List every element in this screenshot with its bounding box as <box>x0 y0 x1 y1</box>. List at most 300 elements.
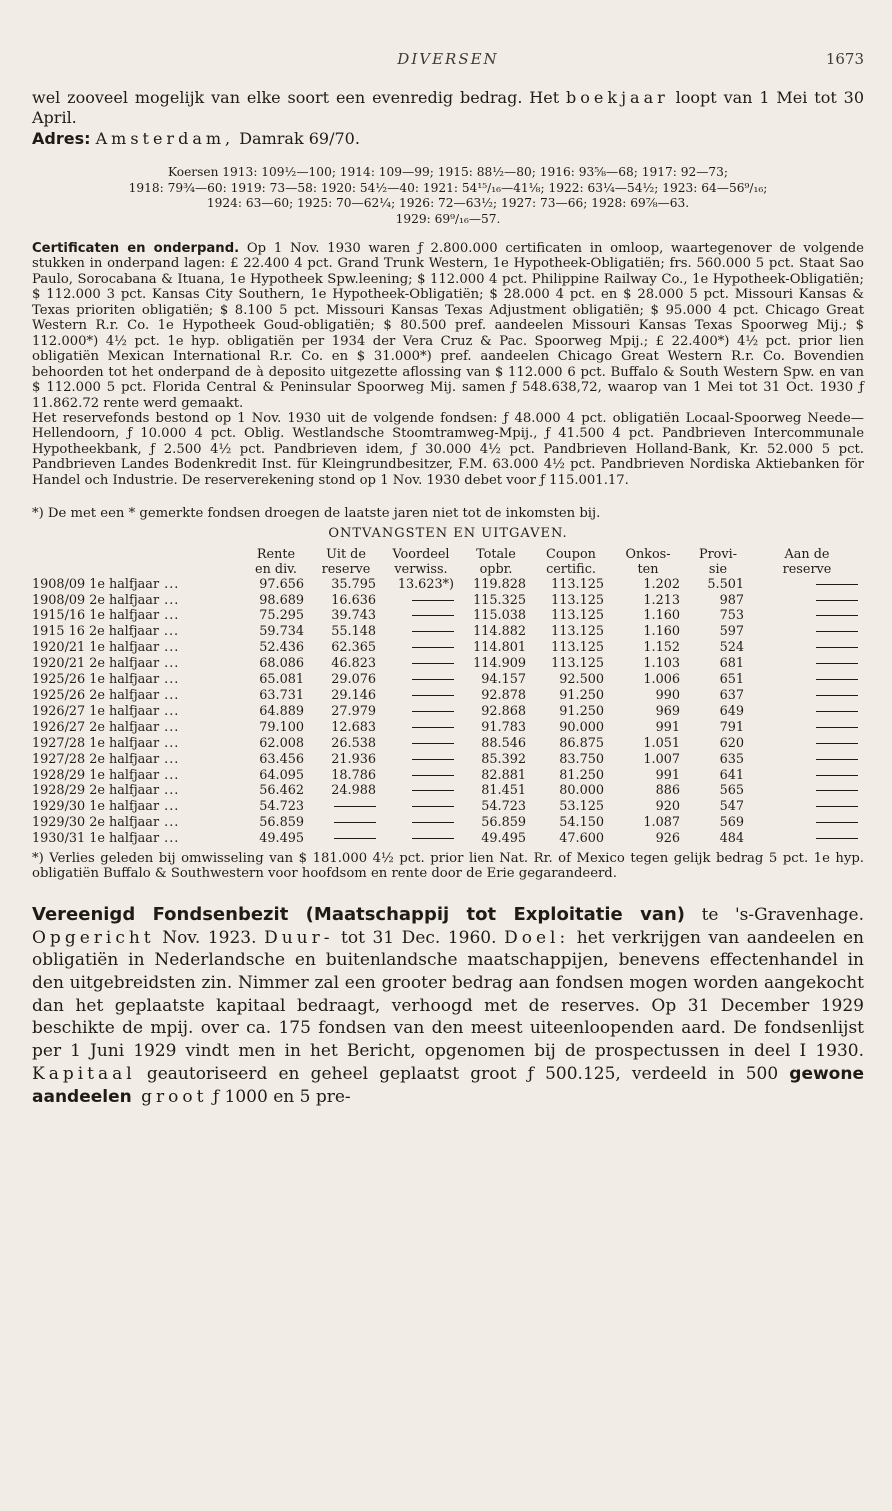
dash-mark <box>816 600 858 601</box>
empty-cell <box>750 783 864 799</box>
page-number: 1673 <box>825 50 864 68</box>
value-cell: 484 <box>719 831 744 847</box>
value-cell: 547 <box>719 799 744 815</box>
value-cell: 991 <box>655 767 680 783</box>
period-cell <box>32 624 242 640</box>
dash-mark <box>816 584 858 585</box>
column-subheader: ten <box>637 561 659 577</box>
leader-dots: ... <box>159 783 180 799</box>
value-cell: 35.795 <box>331 576 376 592</box>
table-row <box>32 640 864 656</box>
empty-cell <box>750 672 864 688</box>
period-label: 1925/26 1e halfjaar <box>32 672 160 688</box>
value-cell: 651 <box>719 672 744 688</box>
dash-mark <box>816 790 858 791</box>
empty-cell <box>310 799 382 815</box>
empty-cell <box>382 608 460 624</box>
leader-dots: ... <box>159 688 180 703</box>
period-label: 1927/28 1e halfjaar <box>32 735 160 751</box>
value-cell: 114.909 <box>473 656 526 672</box>
empty-cell <box>750 640 864 656</box>
value-cell: 1.152 <box>643 640 680 656</box>
value-cell: 91.250 <box>559 703 604 719</box>
intro-text-1: wel zooveel mogelijk van elke soort een evenredig bedrag. Het <box>32 88 560 107</box>
dash-mark <box>816 631 858 632</box>
price-history <box>32 165 864 227</box>
page-header <box>32 0 864 88</box>
dash-mark <box>412 695 454 696</box>
value-cell: 75.295 <box>259 608 304 624</box>
column-header <box>32 547 242 562</box>
period-cell <box>32 688 242 704</box>
value-cell: 83.750 <box>559 751 604 767</box>
value-cell: 16.636 <box>331 592 376 608</box>
empty-cell <box>382 720 460 736</box>
value-cell: 29.146 <box>331 688 376 703</box>
empty-cell <box>750 608 864 624</box>
dash-mark <box>816 647 858 648</box>
dash-mark <box>816 727 858 728</box>
dash-mark <box>412 822 454 823</box>
dash-mark <box>334 806 376 807</box>
certificates-text: Op 1 Nov. 1930 waren ƒ 2.800.000 certificaten in omloop, waartegenover de volgende stukken in onderpand lagen: £ 22.400 4 pct. Grand Trunk Western, 1e Hypotheek-Obligatiën; frs. 560.000 5 pct. Staat Sao Paulo, Sorocabana & Ituana, 1e Hypotheek Spw.leening; $ 112.000 4 pct. Philippine Railway Co., 1e Hypotheek-Obligatiën; $ 112.000 3 pct. Kansas City Southern, 1e Hypotheek-Obligatiën; $ 28.000 4 pct. en $ 28.000 5 pct. Missouri Kansas & Texas prioriten obligatiën; $ 8.100 5 pct. Missouri Kansas Texas Adjustment obligatiën; $ 95.000 4 pct. Chicago Great Western R.r. Co. 1e Hypotheek Goud-obligatiën; $ 80.500 pref. aandeelen Missouri Kansas Texas Spoorweg Mij.; $ 112.000*) 4½ pct. 1e hyp. obligatiën per 1934 der Vera Cruz & Pac. Spoorweg Mpij.; £ 22.400*) 4½ pct. prior lien obligatiën Mexican International R.r. Co. en $ 31.000*) pref. aandeelen Chicago Great Western R.r. Co. Bovendien behoorden tot het onderpand de à deposito uitgezette aflossing van $ 112.000 6 pct. Buffalo & South Western Spw. en van $ 112.000 5 pct. Florida Central & Peninsular Spoorweg Mij. samen ƒ 548.638,72, waarop van 1 Mei tot 31 Oct. 1930 ƒ 11.862.72 rente werd gemaakt. <box>32 241 864 411</box>
dash-mark <box>412 711 454 712</box>
doel-term: Doel: <box>504 927 570 948</box>
period-label: 1926/27 2e halfjaar <box>32 719 160 735</box>
value-cell: 62.008 <box>259 735 304 751</box>
empty-cell <box>382 656 460 672</box>
value-cell: 81.451 <box>481 783 526 799</box>
period-label: 1929/30 2e halfjaar <box>32 815 160 831</box>
empty-cell <box>382 799 460 815</box>
intro-text-2: loopt van 1 Mei tot 30 April. <box>32 88 865 127</box>
value-cell: 81.250 <box>559 767 604 783</box>
value-cell: 63.731 <box>259 688 304 703</box>
value-cell: 569 <box>719 815 744 831</box>
column-header: Uit de <box>326 546 366 562</box>
column-header: Aan de <box>784 546 830 562</box>
period-cell <box>32 815 242 831</box>
value-cell: 55.148 <box>331 624 376 640</box>
value-cell: 54.150 <box>559 815 604 831</box>
dash-mark <box>412 615 454 616</box>
certificates-heading: Certificaten en onderpand. <box>32 241 240 256</box>
period-cell <box>32 656 242 672</box>
column-subheader: en div. <box>255 561 297 577</box>
kapitaal-term: Kapitaal <box>32 1063 136 1084</box>
value-cell: 991 <box>655 719 680 735</box>
dash-mark <box>412 663 454 664</box>
value-cell: 79.100 <box>259 719 304 735</box>
value-cell: 1.202 <box>643 576 680 592</box>
price-line-1: Koersen 1913: 109½—100; 1914: 109—99; 1915: 88½—80; 1916: 93⅝—68; 1917: 92—73; <box>167 165 729 179</box>
value-cell: 920 <box>655 799 680 815</box>
value-cell: 27.979 <box>331 703 376 719</box>
value-cell: 119.828 <box>473 576 526 592</box>
value-cell: 86.875 <box>559 735 604 751</box>
leader-dots: ... <box>158 624 180 640</box>
groot-term: groot <box>131 1086 208 1107</box>
price-line-4: 1929: 69⁹/₁₆—57. <box>395 211 501 226</box>
leader-dots: ... <box>159 592 180 608</box>
value-cell: 113.125 <box>551 608 604 624</box>
table-row <box>32 831 864 847</box>
period-cell <box>32 799 242 815</box>
company-name: Vereenigd Fondsenbezit (Maatschappij tot Exploitatie van) <box>32 903 686 925</box>
value-cell: 80.000 <box>559 783 604 799</box>
table-row <box>32 688 864 704</box>
period-label: 1920/21 2e halfjaar <box>32 656 160 672</box>
period-cell <box>32 831 242 847</box>
period-label: 1915 16 2e halfjaar <box>32 624 159 640</box>
period-label: 1928/29 2e halfjaar <box>32 783 160 799</box>
value-cell: 1.160 <box>643 624 680 640</box>
period-label: 1908/09 1e halfjaar <box>32 576 160 592</box>
value-cell: 56.859 <box>481 815 526 831</box>
value-cell: 24.988 <box>331 783 376 799</box>
leader-dots: ... <box>159 719 180 735</box>
period-cell <box>32 704 242 720</box>
address-street: Damrak 69/70. <box>239 129 360 148</box>
value-cell: 46.823 <box>331 656 376 672</box>
empty-cell <box>750 815 864 831</box>
empty-cell <box>382 783 460 799</box>
period-label: 1930/31 1e halfjaar <box>32 831 160 847</box>
empty-cell <box>382 752 460 768</box>
value-cell: 91.250 <box>559 688 604 703</box>
table-row <box>32 799 864 815</box>
value-cell: 681 <box>719 656 744 672</box>
value-cell: 620 <box>719 735 744 751</box>
period-label: 1925/26 2e halfjaar <box>32 688 160 703</box>
leader-dots: ... <box>159 640 180 656</box>
period-cell <box>32 752 242 768</box>
leader-dots: ... <box>159 703 180 719</box>
value-cell: 54.723 <box>259 799 304 815</box>
dash-mark <box>412 743 454 744</box>
value-cell: 54.723 <box>481 799 526 815</box>
leader-dots: ... <box>159 799 180 815</box>
vf-text-4: het verkrijgen van aandeelen en obligatiën in Nederlandsche en buitenlandsche maatschappijen, benevens effectenhandel in den uitgebreidsten zin. Nimmer zal een grooter bedrag aan fondsen mogen worden aangekocht dan het geplaatste kapitaal bedraagt, verhoogd met de reserves. Op 31 December 1929 beschikte de mpij. over ca. 175 fondsen van den meest uiteenloopenden aard. De fondsenlijst per 1 Juni 1929 vindt men in het Bericht, opgenomen bij de prospectussen in deel I 1930. <box>32 927 864 1062</box>
dash-mark <box>412 647 454 648</box>
value-cell: 64.095 <box>259 767 304 783</box>
leader-dots: ... <box>159 672 180 688</box>
empty-cell <box>382 831 460 847</box>
value-cell: 39.743 <box>331 608 376 624</box>
value-cell: 1.213 <box>643 592 680 608</box>
value-cell: 92.868 <box>481 703 526 719</box>
certificates-paragraph <box>32 241 864 411</box>
value-cell: 82.881 <box>481 767 526 783</box>
table-row <box>32 768 864 784</box>
empty-cell <box>750 768 864 784</box>
value-cell: 1.006 <box>643 672 680 688</box>
value-cell: 649 <box>719 703 744 719</box>
value-cell: 635 <box>719 751 744 767</box>
vf-text-6: ƒ 1000 en 5 pre- <box>207 1086 351 1107</box>
empty-cell <box>382 704 460 720</box>
dash-mark <box>334 838 376 839</box>
value-cell: 59.734 <box>259 624 304 640</box>
period-cell <box>32 640 242 656</box>
leader-dots: ... <box>159 608 180 624</box>
value-cell: 987 <box>719 592 744 608</box>
value-cell: 926 <box>655 831 680 847</box>
dash-mark <box>816 775 858 776</box>
empty-cell <box>750 593 864 609</box>
leader-dots: ... <box>159 815 180 831</box>
value-cell: 29.076 <box>331 672 376 688</box>
leader-dots: ... <box>159 831 180 847</box>
leader-dots: ... <box>159 751 180 767</box>
column-subheader: sie <box>708 561 728 577</box>
value-cell: 49.495 <box>481 831 526 847</box>
value-cell: 113.125 <box>551 656 604 672</box>
table-row <box>32 577 864 593</box>
value-cell: 62.365 <box>331 640 376 656</box>
price-line-3: 1924: 63—60; 1925: 70—62¼; 1926: 72—63½; 1927: 73—66; 1928: 69⅞—63. <box>206 196 690 210</box>
dash-mark <box>412 679 454 680</box>
value-cell: 85.392 <box>481 751 526 767</box>
value-cell: 115.038 <box>473 608 526 624</box>
value-cell: 47.600 <box>559 831 604 847</box>
column-header: Coupon <box>546 546 596 562</box>
empty-cell <box>382 736 460 752</box>
value-cell: 65.081 <box>259 672 304 688</box>
table-row <box>32 815 864 831</box>
dash-mark <box>412 600 454 601</box>
intro-paragraph <box>32 88 864 128</box>
value-cell: 113.125 <box>551 640 604 656</box>
empty-cell <box>750 736 864 752</box>
empty-cell <box>750 799 864 815</box>
dash-mark <box>816 822 858 823</box>
period-label: 1926/27 1e halfjaar <box>32 703 160 719</box>
dash-mark <box>816 663 858 664</box>
leader-dots: ... <box>159 767 180 783</box>
value-cell: 90.000 <box>559 719 604 735</box>
dash-mark <box>412 790 454 791</box>
column-header: Onkos- <box>625 546 671 562</box>
period-cell <box>32 608 242 624</box>
value-cell: 113.125 <box>551 624 604 640</box>
value-cell: 1.087 <box>643 815 680 831</box>
empty-cell <box>750 752 864 768</box>
value-cell: 753 <box>719 608 744 624</box>
table-row <box>32 704 864 720</box>
empty-cell <box>310 831 382 847</box>
vf-text-5: geautoriseerd en geheel geplaatst groot ƒ 500.125, verdeeld in 500 <box>135 1063 790 1084</box>
column-subheader: certific. <box>546 561 596 577</box>
empty-cell <box>750 831 864 847</box>
vf-text-2: Nov. 1923. <box>154 927 265 948</box>
value-cell: 886 <box>655 783 680 799</box>
period-label: 1920/21 1e halfjaar <box>32 640 160 656</box>
value-cell: 53.125 <box>559 799 604 815</box>
empty-cell <box>750 577 864 593</box>
vereenigd-paragraph <box>32 904 864 1108</box>
column-subheader: opbr. <box>479 561 513 577</box>
value-cell: 21.936 <box>331 751 376 767</box>
empty-cell <box>382 640 460 656</box>
value-cell: 969 <box>655 703 680 719</box>
table-row <box>32 624 864 640</box>
vf-text-1: te 's-Gravenhage. <box>685 904 865 925</box>
boekjaar-term: boekjaar <box>566 88 669 107</box>
table-row <box>32 783 864 799</box>
value-cell: 52.436 <box>259 640 304 656</box>
value-cell: 88.546 <box>481 735 526 751</box>
table-row <box>32 752 864 768</box>
leader-dots: ... <box>159 735 180 751</box>
column-subheader: verwiss. <box>394 561 448 577</box>
opgericht-term: Opgericht <box>32 927 155 948</box>
table-header-row-1 <box>32 547 864 562</box>
value-cell: 49.495 <box>259 831 304 847</box>
period-cell <box>32 672 242 688</box>
value-cell: 98.689 <box>259 592 304 608</box>
period-label: 1928/29 1e halfjaar <box>32 767 160 783</box>
column-subheader: reserve <box>782 561 832 577</box>
address-city: Amsterdam, <box>95 129 235 148</box>
value-cell: 641 <box>719 767 744 783</box>
vf-text-3: tot 31 Dec. 1960. <box>333 927 505 948</box>
value-cell: 1.051 <box>643 735 680 751</box>
value-cell: 63.456 <box>259 751 304 767</box>
period-cell <box>32 783 242 799</box>
column-header: Voordeel <box>392 546 450 562</box>
column-header: Provi- <box>698 546 738 562</box>
empty-cell <box>750 704 864 720</box>
empty-cell <box>310 815 382 831</box>
empty-cell <box>382 815 460 831</box>
empty-cell <box>382 624 460 640</box>
value-cell: 791 <box>719 719 744 735</box>
value-cell: 114.801 <box>473 640 526 656</box>
empty-cell <box>382 672 460 688</box>
value-cell: 1.160 <box>643 608 680 624</box>
dash-mark <box>816 743 858 744</box>
dash-mark <box>816 838 858 839</box>
reserve-paragraph <box>32 411 864 488</box>
dash-mark <box>412 775 454 776</box>
empty-cell <box>750 720 864 736</box>
table-row <box>32 608 864 624</box>
leader-dots: ... <box>159 656 180 672</box>
value-cell: 1.007 <box>643 751 680 767</box>
table-row <box>32 593 864 609</box>
value-cell: 990 <box>655 688 680 703</box>
value-cell: 26.538 <box>331 735 376 751</box>
address-label: Adres: <box>32 129 91 148</box>
dash-mark <box>816 711 858 712</box>
dash-mark <box>816 679 858 680</box>
footnote-1: *) De met een * gemerkte fondsen droegen de laatste jaren niet tot de inkomsten bij. <box>32 506 601 522</box>
footnote-2: *) Verlies geleden bij omwisseling van $ 181.000 4½ pct. prior lien Nat. Rr. of Mexico tegen gelijk bedrag 5 pct. 1e hyp. obligatiën Buffalo & Southwestern voor hoofdsom en rente door de Erie gegarandeerd. <box>32 851 864 882</box>
value-cell: 113.125 <box>551 576 604 592</box>
dash-mark <box>334 822 376 823</box>
value-cell: 64.889 <box>259 703 304 719</box>
table-row <box>32 720 864 736</box>
period-cell <box>32 593 242 609</box>
dash-mark <box>816 695 858 696</box>
dash-mark <box>816 615 858 616</box>
dash-mark <box>412 727 454 728</box>
period-cell <box>32 768 242 784</box>
reserve-text: Het reservefonds bestond op 1 Nov. 1930 uit de volgende fondsen: ƒ 48.000 4 pct. obligatiën Locaal-Spoorweg Neede—Hellendoorn, ƒ 10.000 4 pct. Oblig. Westlandsche Stoomtramweg-Mpij., ƒ 41.500 4 pct. Pandbrieven Intercommunale Hypotheekbank, ƒ 2.500 4½ pct. Pandbrieven idem, ƒ 30.000 4½ pct. Pandbrieven Holland-Bank, Kr. 52.000 5 pct. Pandbrieven Landes Bodenkredit Inst. für Kleingrundbesitzer, F.M. 63.000 4½ pct. Pandbrieven Nordiska Aktiebanken för Handel och Industrie. De reserverekening stond op 1 Nov. 1930 debet voor ƒ 115.001.17. <box>32 410 864 488</box>
value-cell: 97.656 <box>259 576 304 592</box>
period-cell <box>32 577 242 593</box>
value-cell: 565 <box>719 783 744 799</box>
value-cell: 1.103 <box>643 656 680 672</box>
value-cell: 524 <box>719 640 744 656</box>
value-cell: 91.783 <box>481 719 526 735</box>
empty-cell <box>382 593 460 609</box>
value-cell: 637 <box>719 688 744 703</box>
table-row <box>32 672 864 688</box>
running-title: DIVERSEN <box>397 50 499 68</box>
dash-mark <box>816 806 858 807</box>
value-cell: 114.882 <box>473 624 526 640</box>
table-row <box>32 656 864 672</box>
gewone-aandeelen-term: gewone aandeelen <box>32 1063 864 1107</box>
empty-cell <box>382 768 460 784</box>
empty-cell <box>750 624 864 640</box>
value-cell: 92.878 <box>481 688 526 703</box>
value-cell: 115.325 <box>473 592 526 608</box>
column-subheader <box>32 562 242 577</box>
value-cell: 68.086 <box>259 656 304 672</box>
value-cell: 56.859 <box>259 815 304 831</box>
value-cell: 12.683 <box>331 719 376 735</box>
income-expense-table <box>32 547 864 847</box>
value-cell: 13.623*) <box>397 576 454 592</box>
empty-cell <box>382 688 460 704</box>
period-label: 1929/30 1e halfjaar <box>32 799 160 815</box>
column-header: Rente <box>256 546 296 562</box>
dash-mark <box>412 759 454 760</box>
duur-term: Duur- <box>264 927 334 948</box>
value-cell: 18.786 <box>331 767 376 783</box>
address-line <box>32 129 864 149</box>
column-header: Totale <box>476 546 516 562</box>
dash-mark <box>412 631 454 632</box>
table-row <box>32 736 864 752</box>
period-cell <box>32 720 242 736</box>
table-body <box>32 577 864 847</box>
price-line-2: 1918: 79¾—60: 1919: 73—58: 1920: 54½—40: 1921: 54¹⁵/₁₆—41⅛; 1922: 63¼—54½; 1923: 64—56⁹/₁₆; <box>128 180 768 195</box>
leader-dots: ... <box>159 576 180 592</box>
dash-mark <box>412 838 454 839</box>
empty-cell <box>750 688 864 704</box>
period-label: 1927/28 2e halfjaar <box>32 751 160 767</box>
value-cell: 94.157 <box>481 672 526 688</box>
period-cell <box>32 736 242 752</box>
value-cell: 92.500 <box>559 672 604 688</box>
value-cell: 5.501 <box>707 576 744 592</box>
period-label: 1908/09 2e halfjaar <box>32 592 160 608</box>
value-cell: 56.462 <box>259 783 304 799</box>
value-cell: 113.125 <box>551 592 604 608</box>
table-caption: ONTVANGSTEN EN UITGAVEN. <box>328 525 568 541</box>
table-header-row-2 <box>32 562 864 577</box>
period-label: 1915/16 1e halfjaar <box>32 608 160 624</box>
value-cell: 597 <box>719 624 744 640</box>
dash-mark <box>816 759 858 760</box>
dash-mark <box>412 806 454 807</box>
empty-cell <box>750 656 864 672</box>
column-subheader: reserve <box>321 561 371 577</box>
